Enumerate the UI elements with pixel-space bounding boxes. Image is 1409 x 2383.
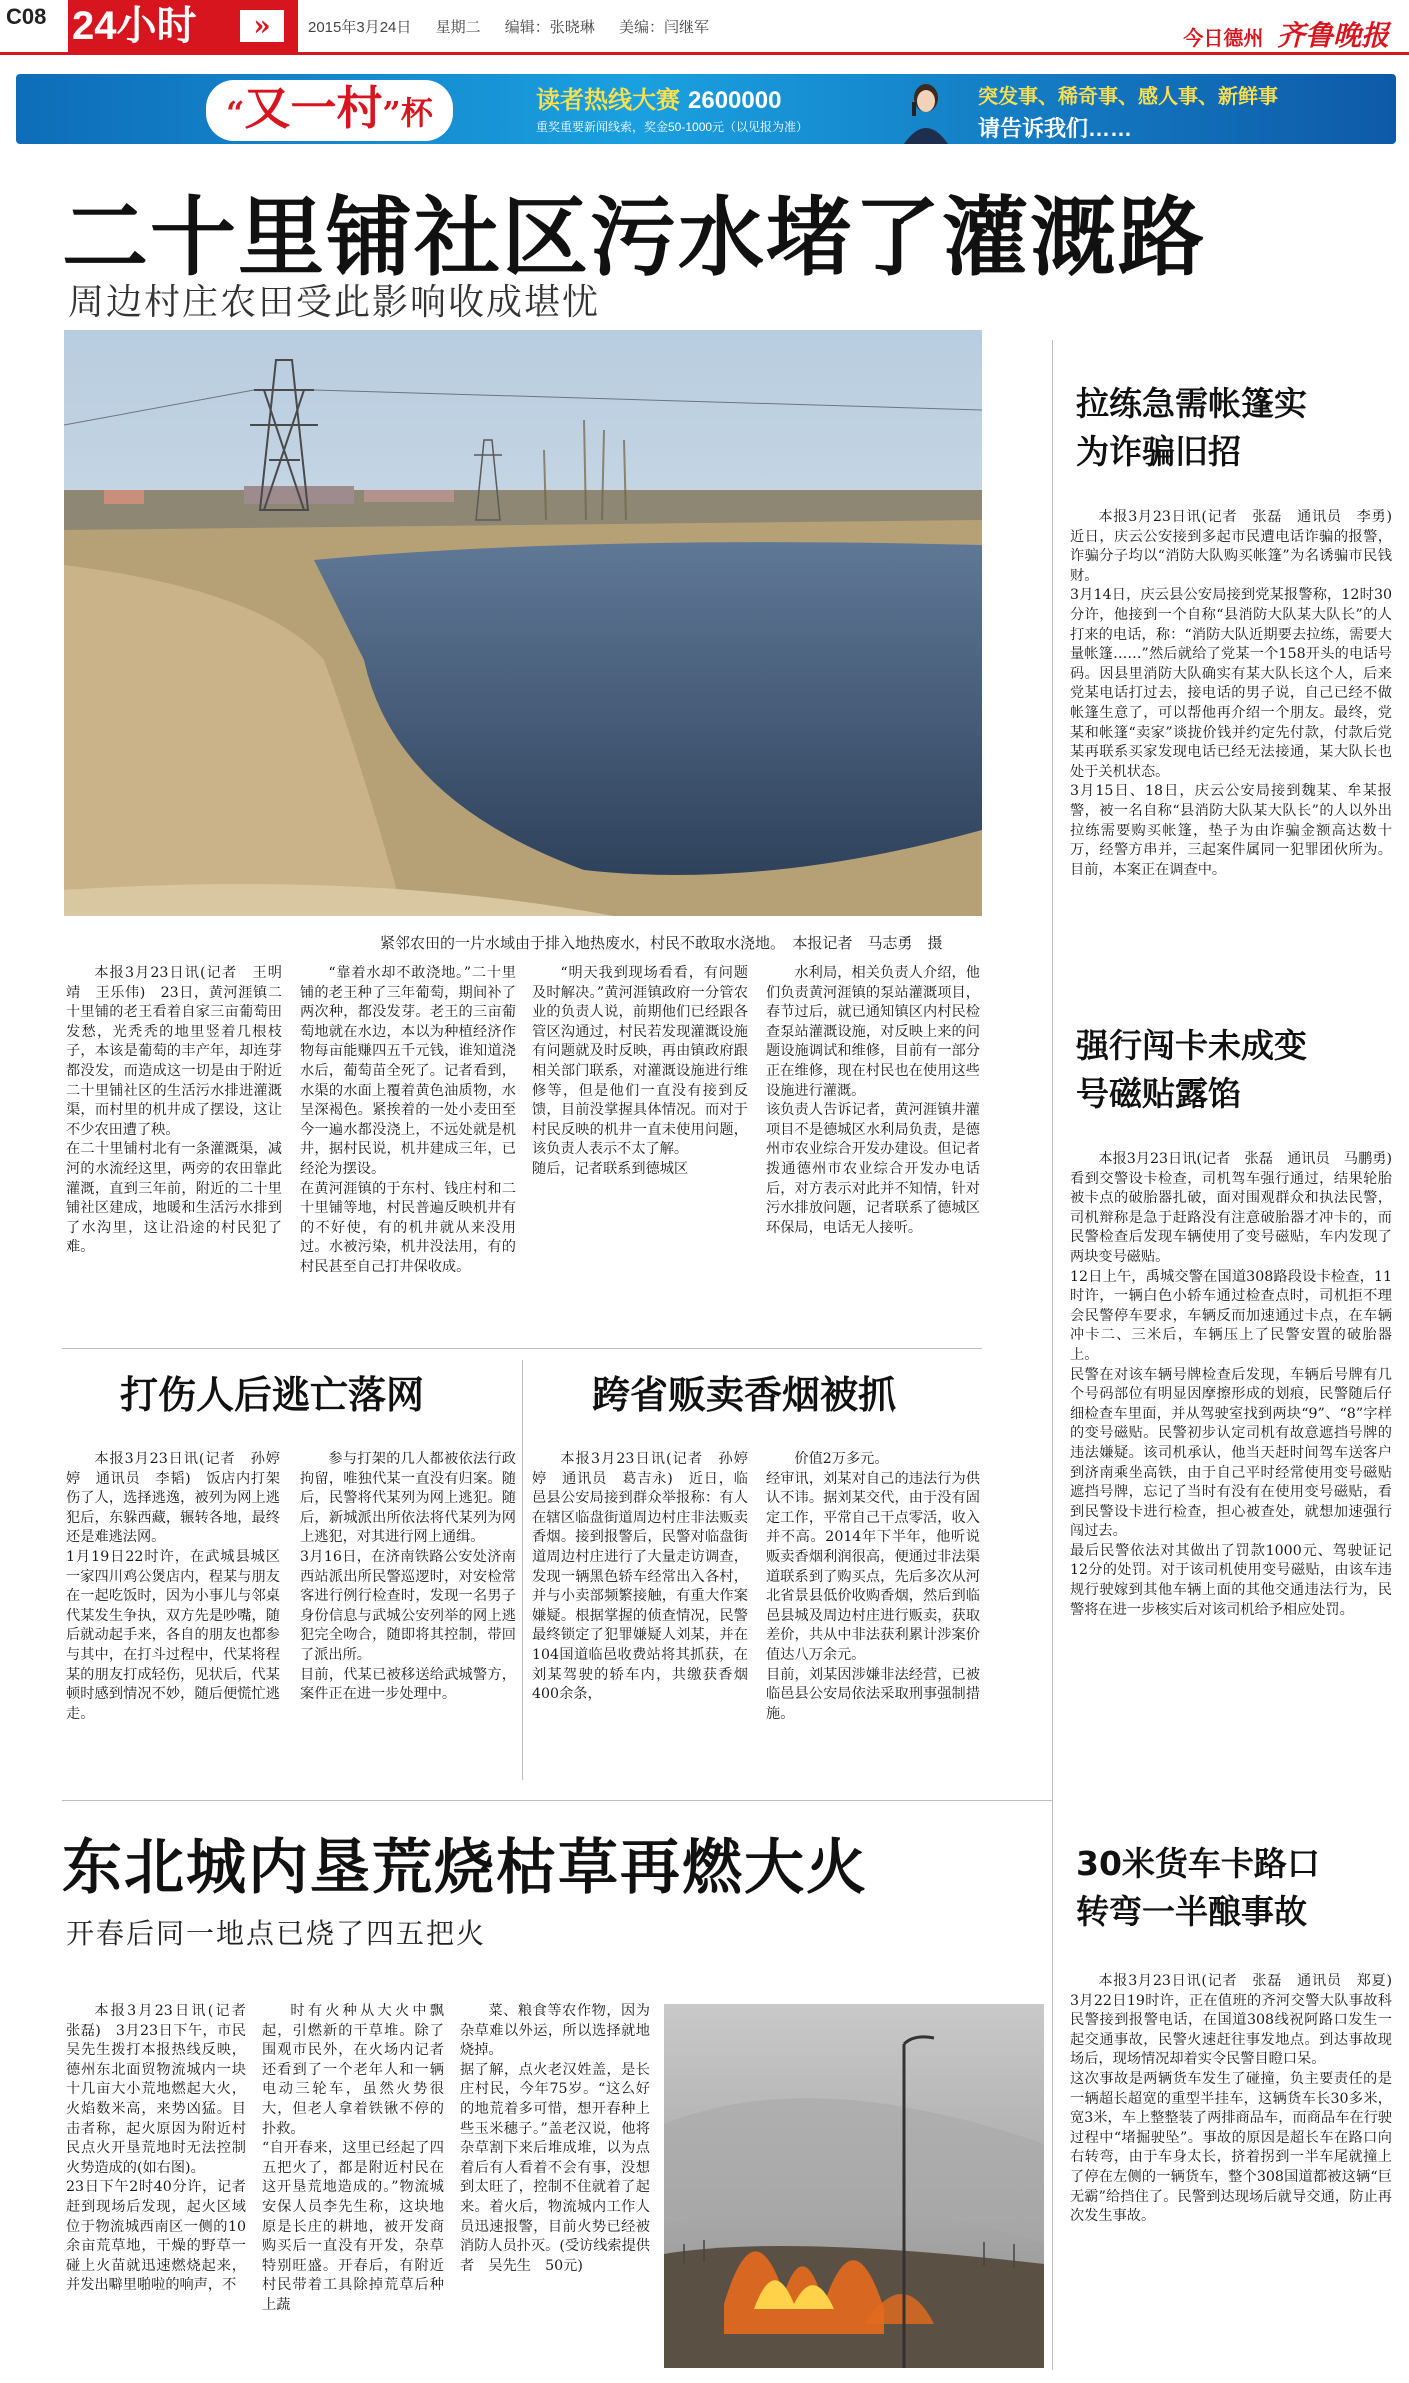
- lead-photo-caption: 紧邻农田的一片水域由于排入地热废水，村民不敢取水浇地。 本报记者 马志勇 摄: [380, 934, 943, 952]
- sidebar-story-1-text: 本报3月23日讯(记者 张磊 通讯员 李勇) 近日，庆云公安接到多起市民遭电话诈骗的报警，诈骗分子均以“消防大队购买帐篷”为名诱骗市民钱财。 3月14日，庆云县公安局接到党某报警称，12时30分许，他接到一个自称“县消防大队某大队长”的人打来的电话，称：“消防大队近期要去拉练，需要大量帐篷……”然后就给了党某一个158开头的电话号码。因县里消防大队确实有某大队长这个人，后来党某电话打过去，接电话的男子说，自己已经不做帐篷生意了，可以帮他再介绍一个朋友。最终，党某和帐篷“卖家”谈拢价钱并约定先付款，付款后党某再联系买家发现电话已经无法接通，某大队长也处于关机状态。 3月15日、18日，庆云公安局接到魏某、牟某报警，被一名自称“县消防大队某大队长”的人以外出拉练需要购买帐篷，垫子为由诈骗金额高达数十万，经警方串并，三起案件属同一犯罪团伙所为。目前，本案正在调查中。: [1070, 509, 1392, 878]
- dateline: [308, 16, 729, 37]
- sidebar-headline-2: 强行闯卡未成变号磁贴露馅: [1076, 1026, 1307, 1113]
- designer-credit: 美编：闫继军: [618, 19, 709, 36]
- contest-title: [536, 80, 781, 115]
- lead-column-2: “靠着水却不敢浇地。”二十里铺的老王种了三年葡萄，期间补了两次种，都没发芽。老王的三亩葡萄地就在水边，本以为种植经济作物每亩能赚四五千元钱，谁知道浇水后，葡萄苗全死了。记者看到，水渠的水面上覆着黄色油质物，水呈深褐色。紧挨着的一处小麦田至今一遍水都没浇上，不远处就是机井，据村民说，机井建成三年，已经沦为摆设。 在黄河涯镇的于东村、钱庄村和二十里铺等地，村民普遍反映机井有的不好使，有的机井就从来没用过。水被污染，机井没法用，有的村民甚至自己打井保收成。: [300, 965, 516, 1275]
- chevron-right-icon: »: [240, 10, 284, 42]
- fight-column-2: 参与打架的几人都被依法行政拘留，唯独代某一直没有归案。随后，民警将代某列为网上逃犯。随后，新城派出所依法将代某列为网上逃犯，对其进行网上通缉。 3月16日，在济南铁路公安处济南西站派出所民警巡逻时，对安检常客进行例行检查时，发现一名男子身份信息与武城公安列举的网上逃犯完全吻合，随即将其控制，带回了派出所。 目前，代某已被移送给武城警方，案件正在进一步处理中。: [300, 1451, 516, 1703]
- cup-title: [206, 80, 453, 141]
- quote-open: “: [226, 94, 245, 132]
- fire-column-2: 时有火种从大火中飘起，引燃新的干草堆。除了围观市民外，在火场内记者还看到了一个老年人和一辆电动三轮车，虽然火势很大，但老人拿着铁锹不停的扑救。 “自开春来，这里已经起了四五把火了，都是附近村民在这开垦荒地造成的。”物流城安保人员李先生称，这块地原是长庄的耕地，被开发商购买后一直没有开发，杂草特别旺盛。开春后，有附近村民带着工具除掉荒草后种上蔬: [262, 2003, 444, 2313]
- sidebar-story-2-text: 本报3月23日讯(记者 张磊 通讯员 马鹏勇) 看到交警设卡检查，司机驾车强行通过，结果轮胎被卡点的破胎器扎破，面对围观群众和执法民警，司机辩称是急于赶路没有注意破胎器才冲卡的，而民警检查后发现车辆使用了变号磁贴，车内发现了两块变号磁贴。 12日上午，禹城交警在国道308路段设卡检查，11时许，一辆白色小轿车通过检查点时，司机拒不理会民警停车要求，车辆反而加速通过卡点，在车辆冲卡二、三米后，车辆压上了民警安置的破胎器上。 民警在对该车辆号牌检查后发现，车辆后号牌有几个号码部位有明显因摩擦形成的划痕，民警随后仔细检查车里面，并从驾驶室找到两块“9”、“8”字样的变号磁贴。民警初步认定司机有故意遮挡号牌的违法嫌疑。该司机承认，他当天赶时间驾车送客户到济南乘坐高铁，由于自己平时经常使用变号磁贴遮挡号牌，忘记了当时有没有在使用变号磁贴，看到民警设卡进行检查，担心被查处，就想加速强行闯过去。 最后民警依法对其做出了罚款1000元、驾驶证记12分的处罚。对于该司机使用变号磁贴，由该车违规行驶嫁到其他车辆上面的其他交通违法行为，民警将在进一步核实后对该司机给予相应处罚。: [1070, 1151, 1392, 1618]
- lead-subhead: 周边村庄农田受此影响收成堪忧: [68, 282, 601, 323]
- tobacco-headline: 跨省贩卖香烟被抓: [592, 1373, 897, 1417]
- tobacco-column-2: 价值2万多元。 经审讯，刘某对自己的违法行为供认不讳。据刘某交代，由于没有固定工作，平常自己干点零活，收入并不高。2014年下半年，他听说贩卖香烟利润很高，便通过非法渠道联系到了购买点，先后多次从河北省景县低价收购香烟，然后到临邑县城及周边村庄进行贩卖，获取差价，共从中非法获利累计涉案价值达八万余元。 目前，刘某因涉嫌非法经营，已被临邑县公安局依法采取刑事强制措施。: [766, 1451, 980, 1722]
- hotline-number: 2600000: [688, 87, 782, 114]
- column-divider: [522, 1360, 523, 1780]
- sidebar-headline-3: 30米货车卡路口转弯一半酿事故: [1076, 1844, 1320, 1931]
- lead-headline: 二十里铺社区污水堵了灌溉路: [62, 188, 1206, 288]
- fire-photo: [664, 2004, 1044, 2368]
- fire-subhead: 开春后同一地点已烧了四五把火: [66, 1917, 487, 1950]
- lead-photo: [64, 330, 982, 916]
- contest-subtitle: 重奖重要新闻线索，奖金50-1000元（以见报为准）: [536, 120, 809, 134]
- quote-close: ”: [382, 94, 401, 132]
- page-header: [0, 0, 1409, 60]
- sidebar-headline-1: 拉练急需帐篷实为诈骗旧招: [1076, 384, 1307, 471]
- fire-headline: 东北城内垦荒烧枯草再燃大火: [62, 1833, 868, 1903]
- page-code: C08: [6, 4, 47, 29]
- header-divider: [0, 52, 1409, 55]
- operator-icon: [896, 78, 956, 144]
- sidebar-story-3-text: 本报3月23日讯(记者 张磊 通讯员 郑夏) 3月22日19时许，正在值班的齐河交警大队事故科民警接到报警电话，在国道308线祝阿路口发生一起交通事故，民警火速赶往事发地点。到达事故现场后，现场情况却着实令民警目瞪口呆。 这次事故是两辆货车发生了碰撞，负主要责任的是一辆超长超宽的重型半挂车，这辆货车长30多米，宽3米，车上整整装了两排商品车，而商品车在行驶过程中“堵掘驶坠”。事故的原因是超长车在路口向右转弯，由于车身太长，挤着拐到一半车尾就撞上了停在左侧的一辆货车，整个308国道都被这辆“巨无霸”给挡住了。民警到达现场后就导交通，防止再次发生事故。: [1070, 1973, 1392, 2225]
- issue-date: 2015年3月24日: [308, 19, 412, 36]
- fire-column-1: 本报3月23日讯(记者 张磊) 3月23日下午，市民吴先生拨打本报热线反映，德州东北面贸物流城内一块十几亩大小荒地燃起大火，火焰数米高，来势凶猛。目击者称，起火原因为附近村民点火开垦荒地时无法控制火势造成的(如右图)。 23日下午2时40分许，记者赶到现场后发现，起火区域位于物流城西南区一侧的10余亩荒草地，干燥的野草一碰上火苗就迅速燃烧起来，并发出噼里啪啦的响声，不: [66, 2003, 246, 2294]
- editor-credit: 编辑：张晓琳: [504, 19, 595, 36]
- hotline-banner: [16, 74, 1396, 144]
- section-divider: [62, 1348, 982, 1349]
- bottom-divider: [62, 1800, 1052, 1801]
- lead-column-1: 本报3月23日讯(记者 王明靖 王乐伟) 23日，黄河涯镇二十里铺的老王看着自家三亩葡萄田发愁，光秃秃的地里竖着几根枝子，本该是葡萄的丰产年，却连芽都没发，而造成这一切是由于附近二十里铺社区的生活污水排进灌溉渠，而村里的机井成了摆设，这让不少农田遭了秧。 在二十里铺村北有一条灌溉渠，减河的水流经这里，两旁的农田靠此灌溉，直到三年前，附近的二十里铺社区建成，地暖和生活污水排到了水沟里，这让沿途的村民犯了难。: [66, 965, 282, 1256]
- fight-column-1: 本报3月23日讯(记者 孙婷婷 通讯员 李韬) 饭店内打架伤了人，选择逃逸，被列为网上逃犯后，东躲西藏，辗转各地，最终还是难逃法网。 1月19日22时许，在武城县城区一家四川鸡公煲店内，程某与朋友在一起吃饭时，因为小事儿与邻桌代某发生争执，双方先是吵嘴，随后就动起手来，各自的朋友也都参与其中，在打斗过程中，代某将程某的朋友打成轻伤，见状后，代某顿时感到情况不妙，随后便慌忙逃走。: [66, 1451, 280, 1722]
- fire-column-3: 菜、粮食等农作物，因为杂草难以外运，所以选择就地烧掉。 据了解，点火老汉姓盖，是长庄村民，今年75岁。“这么好的地荒着多可惜，想开春种上些玉米穗子。”盖老汉说，他将杂草割下来后堆成堆，以为点着后有人看着不会有事，没想到太旺了，控制不住就着了起来。着火后，物流城内工作人员迅速报警，目前火势已经被消防人员扑灭。(受访线索提供者 吴先生 50元): [460, 2003, 650, 2274]
- lead-column-4: 水利局，相关负责人介绍，他们负责黄河涯镇的泵站灌溉项目，春节过后，就已通知镇区内村民检查泵站灌溉设施，对反映上来的问题设施调试和维修，目前有一部分正在维修，现在村民也在使用这些设施进行灌溉。 该负责人告诉记者，黄河涯镇井灌项目不是德城区水利局负责，是德州市农业综合开发办建设。但记者拨通德州市农业综合开发办电话后，对方表示对此并不知情，针对污水排放问题，记者联系了德城区环保局，电话无人接听。: [766, 965, 980, 1236]
- banner-slogan: 突发事、稀奇事、感人事、新鲜事: [978, 86, 1278, 108]
- tobacco-column-1: 本报3月23日讯(记者 孙婷婷 通讯员 葛吉永) 近日，临邑县公安局接到群众举报称：有人在辖区临盘街道周边村庄非法贩卖香烟。接到报警后，民警对临盘街道周边村庄进行了大量走访调查，发现一辆黑色轿车经常出入各村，并与小卖部频繁接触，有重大作案嫌疑。根据掌握的侦查情况，民警最终锁定了犯罪嫌疑人刘某，并在104国道临邑收费站将其抓获，在刘某驾驶的轿车内，共缴获香烟400余条，: [532, 1451, 748, 1703]
- cup-suffix: 杯: [400, 94, 433, 132]
- cup-name: 又一村: [244, 81, 383, 135]
- newspaper-logo: 齐鲁晚报: [1276, 20, 1389, 51]
- newspaper-brand: [1183, 14, 1389, 54]
- section-name: 24小时: [72, 4, 197, 48]
- sidebar-divider: [1052, 340, 1053, 2370]
- issue-weekday: 星期二: [435, 19, 481, 36]
- contest-name: 读者热线大赛: [536, 87, 680, 114]
- banner-callout: 请告诉我们……: [978, 116, 1133, 141]
- fight-headline: 打伤人后逃亡落网: [120, 1373, 425, 1417]
- lead-column-3: “明天我到现场看看，有问题及时解决。”黄河涯镇政府一分管农业的负责人说，前期他们已经跟各管区沟通过，村民若发现灌溉设施有问题就及时反映，再由镇政府跟相关部门联系，对灌溉设施进行维修等，但是他们一直没有接到反馈，目前没掌握具体情况。而对于村民反映的机井一直未使用问题，该负责人表示不太了解。 随后，记者联系到德城区: [532, 965, 748, 1177]
- brand-region: 今日德州: [1183, 28, 1264, 50]
